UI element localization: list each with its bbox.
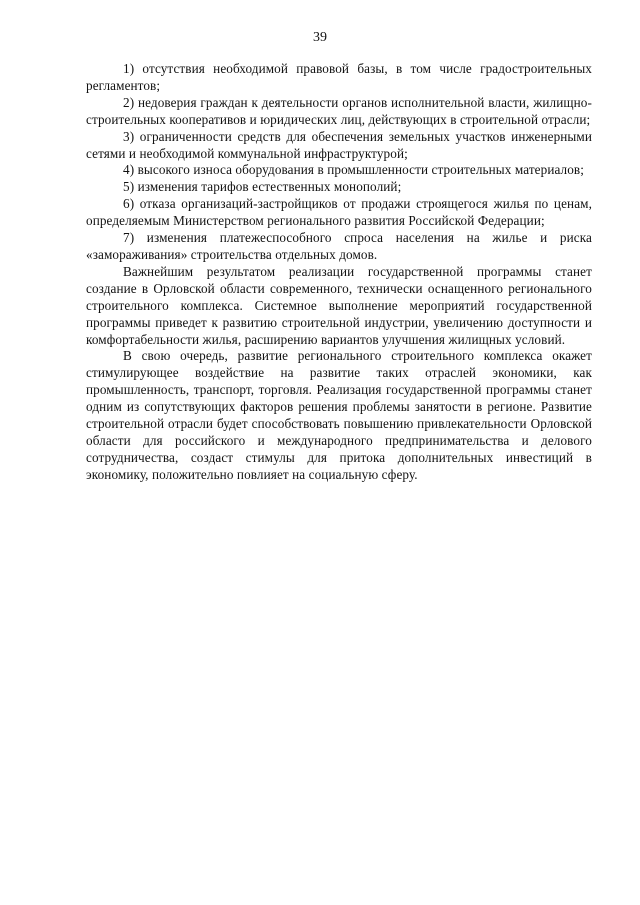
page-number: 39 xyxy=(313,30,327,45)
result-paragraph: Важнейшим результатом реализации государственной программы станет создание в Орловской области современного, технически оснащенного регионального строительного комплекса. Системное выполнение мероприятий государственной программы приведет к развитию строительной индустрии, увеличению доступности и комфортабельности жилья, расширению вариантов улучшения жилищных условий. xyxy=(86,263,592,347)
list-item-2: 2) недоверия граждан к деятельности органов исполнительной власти, жилищно-строительных кооперативов и юридических лиц, действующих в строительной отрасли; xyxy=(86,94,592,127)
list-item-4: 4) высокого износа оборудования в промышленности строительных материалов; xyxy=(123,162,585,178)
list-item-6: 6) отказа организаций-застройщиков от продажи строящегося жилья по ценам, определяемым Министерством регионального развития Российской Федерации; xyxy=(86,196,592,229)
list-item-5: 5) изменения тарифов естественных монополий; xyxy=(123,179,402,195)
list-item-7: 7) изменения платежеспособного спроса населения на жилье и риска «замораживания» строительства отдельных домов. xyxy=(86,230,592,262)
list-item-3: 3) ограниченности средств для обеспечения земельных участков инженерными сетями и необходимой коммунальной инфраструктурой; xyxy=(86,128,592,161)
document-body xyxy=(86,61,592,484)
impact-paragraph: В свою очередь, развитие регионального строительного комплекса окажет стимулирующее воздействие на развитие таких отраслей экономики, как промышленность, транспорт, торговля. Реализация государственной программы станет одним из сопутствующих факторов решения проблемы занятости в регионе. Развитие строительной отрасли будет способствовать повышению привлекательности Орловской области для российского и международного предпринимательства и делового сотрудничества, создаст стимулы для притока дополнительных инвестиций в экономику, положительно повлияет на социальную сферу. xyxy=(86,348,592,482)
list-item-1: 1) отсутствия необходимой правовой базы, в том числе градостроительных регламентов; xyxy=(86,61,592,93)
